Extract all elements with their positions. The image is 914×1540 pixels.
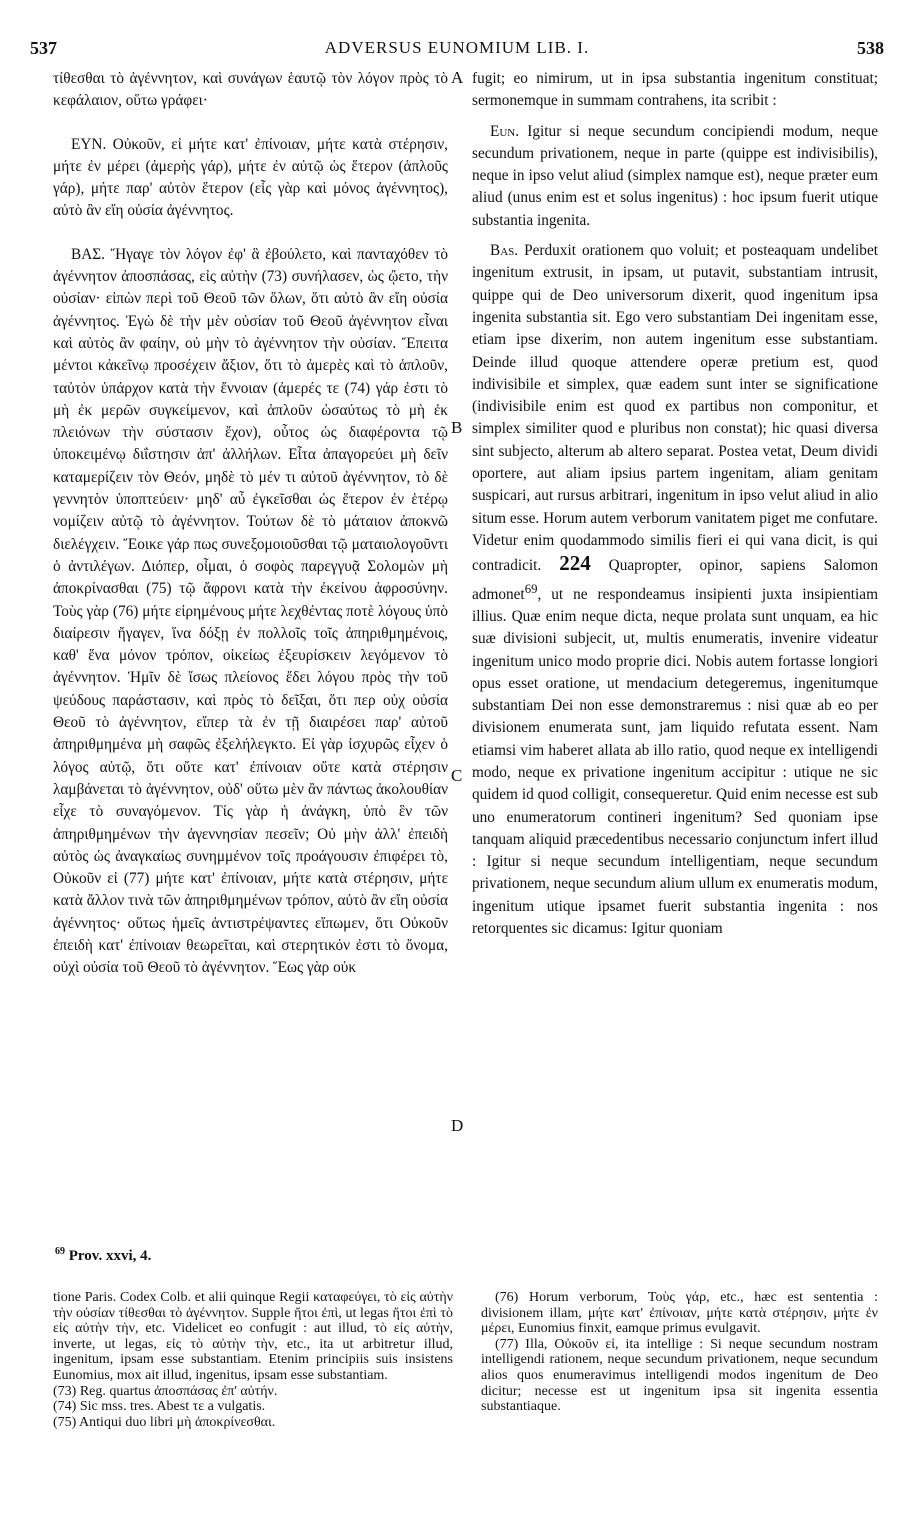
running-header: [30, 38, 884, 60]
page-number-left: 537: [30, 38, 57, 58]
margin-marker-a: A: [451, 68, 464, 87]
margin-marker-d: D: [451, 1116, 464, 1135]
greek-column: [53, 68, 448, 980]
margin-marker-c: C: [451, 766, 463, 785]
greek-paragraph: τίθεσθαι τὸ ἀγέννητον, καὶ συνάγων ἑαυτῷ τὸν λόγον πρὸς τὸ κεφάλαιον, οὕτω γράφει·: [53, 70, 448, 110]
margin-marker-b: B: [451, 418, 463, 437]
speaker-label: ΕΥΝ.: [71, 135, 107, 153]
latin-paragraph: fugit; eo nimirum, ut in ipsa substantia ingenitum constituat; sermonemque in summam contrahens, ita scribit :: [472, 70, 878, 110]
note-76: (76) Horum verborum, Τοὺς γάρ, etc., hæc est sententia : divisionem illam, μήτε κατ' ἐπίνοιαν, μήτε κατὰ στέρησιν, μήτε ἐν μέρει, Eunomius finxit, eamque primus evulgavit.: [481, 1290, 878, 1337]
note-74: (74) Sic mss. tres. Abest τε a vulgatis.: [53, 1399, 266, 1415]
latin-text: , ut ne respondeamus insipienti juxta insipientiam illius. Quæ enim neque dicta, neque prolata sunt unquam, ea hic suæ divisioni subjecit, ut, multis enumeratis, invenire videatur ingenitum unico modo proprie dici. Nobis autem fortasse longiori opus esset oratione, ut mendacium detegeremus, ingenitumque substantiam Dei non esse demonstraremus : nisi quæ ab eo per divisionem enumerata sunt, jam liquido refutata essent. Nam etiamsi vim haberet allata ab illo ratio, quod neque ex intelligendi modo, neque ex privatione ingenitum accipitur : utique ne sic quidem id quod colligit, consequeretur. Quid enim necesse est sub uno enumeratorum contineri ingenitum? Sed quoniam ipse tanquam aliquid præcedentibus necessario conjunctum infert illud : Igitur si neque secundum intelligentiam, neque secundum privationem, neque secundum alium ullum ex enumeratis modum, ingenitum utique ipsamet fuerit substantia ingenita : nos retorquentes sic dicamus: Igitur quoniam: [472, 585, 878, 938]
latin-text: Quapropter, opinor, sapiens Salomon admonet: [472, 557, 878, 603]
scripture-footnote: [55, 1246, 151, 1265]
greek-paragraph: [53, 244, 448, 980]
speaker-label: Bas.: [490, 242, 519, 260]
footnote-number: 69: [55, 1246, 65, 1257]
note-continuation: tione Paris. Codex Colb. et alii quinque Regii καταφεύγει, τὸ εἰς αὐτὴν τὴν οὐσίαν τίθεσθαι τὸ ἀγέννητον. Supple ἤτοι ἐπὶ, ut legas ἤτοι ἐπὶ τὸ εἰς αὐτὴν τὴν, etc. Videlicet eo confugit : aut illud, τὸ εἰς αὐτὴν, inverte, ut legas, εἰς τὸ αὐτὴν τὴν, etc., ita ut arbitretur illud, ingenitum, ipsam esse substantiam. Etenim principiis suis insistens Eunomius, mox ait illud, ingenitus, ipsam esse substantiam.: [53, 1290, 453, 1383]
running-title: ADVERSUS EUNOMIUM LIB. I.: [324, 38, 590, 57]
notes-left-column: [53, 1290, 453, 1430]
latin-text: Igitur si neque secundum concipiendi modum, neque secundum privationem, neque in parte (quippe est indivisibilis), neque in ipso velut aliud (simplex namque est), neque præter eum aliud (unus enim est et solus ingenitus) : hoc ipsum fuerit utique substantia ingenita.: [472, 122, 878, 229]
latin-text: Perduxit orationem quo voluit; et posteaquam undelibet ingenitum extrusit, in ipsam, ut putavit, substantiam intrusit, quippe qui de Deo universorum dixerit, quod ingenitum ipsa ingenita substantia sit. Ego vero substantiam Dei ingenitam esse, etiam ipse dixerim, non autem ingenitum esse substantiam. Deinde illud quoque attendere operæ pretium est, quod indivisibile et simplex, quæ eadem sunt inter se significatione (indivisibile enim est quod ex partibus non componitur, et simplex similiter quod e pluribus non constat); hic quasi diversa sint subjecto, alterum ab altero separat. Postea vetat, Deum dividi oportere, aut aliam ipsius partem ingenitam, aliam genitam suspicari, aut rursus arbitrari, ingenitum in ipso velut aliud in alio situm esse. Horum autem verborum vanitatem piget me confutare. Videtur enim quodammodo similis fieri ei qui vana dicit, is qui contradicit.: [472, 242, 878, 575]
greek-text: Οὐκοῦν, εἰ μήτε κατ' ἐπίνοιαν, μήτε κατὰ στέρησιν, μήτε ἐν μέρει (ἀμερὴς γάρ), μήτε ἐν αὐτῷ ὡς ἕτερον (ἁπλοῦς γάρ), μήτε παρ' αὐτὸν ἕτερον (εἷς γὰρ καὶ μόνος ἀγέννητος), αὐτὸ ἂν εἴη οὐσία ἀγέννητος.: [53, 135, 448, 220]
note-75: (75) Antiqui duo libri μὴ ἀποκρίνεσθαι.: [53, 1414, 276, 1430]
greek-paragraph: [53, 134, 448, 223]
footnote-text: Prov. xxvi, 4.: [65, 1248, 152, 1264]
notes-right-column: [481, 1290, 878, 1415]
note-73: (73) Reg. quartus ἀποσπάσας ἐπ' αὐτήν.: [53, 1383, 278, 1399]
speaker-label: ΒΑΣ.: [71, 245, 105, 263]
footnote-ref: 69: [524, 581, 538, 596]
page-number-right: 538: [857, 38, 884, 58]
latin-paragraph: [472, 240, 878, 940]
latin-column: [472, 68, 878, 940]
edition-page-number: 224: [559, 551, 591, 576]
note-77: (77) Illa, Οὐκοῦν εἰ, ita intellige : Si neque secundum nostram intelligendi rationem, neque secundum privationem, neque secundum alios quos enumeravimus intelligendi modos ingenitum de Deo dicitur; necesse est ut ingenitum ipsa sit ingenita essentia substantiaque.: [481, 1336, 878, 1415]
speaker-label: Eun.: [490, 122, 520, 140]
latin-paragraph: [472, 121, 878, 232]
greek-text: Ἤγαγε τὸν λόγον ἐφ' ἃ ἐβούλετο, καὶ πανταχόθεν τὸ ἀγέννητον ἀποσπάσας, εἰς αὐτὴν (73) συνήλασεν, ὡς ᾤετο, τὴν οὐσίαν· εἰπὼν περὶ τοῦ Θεοῦ τῶν ὅλων, ὅτι αὐτὸ ἂν εἴη οὐσία ἀγέννητος. Ἐγὼ δὲ τὴν μὲν οὐσίαν τοῦ Θεοῦ ἀγέννητον εἶναι καὶ αὐτὸς ἂν φαίην, οὐ μὴν τὸ ἀγέννητον τὴν οὐσίαν. Ἔπειτα μέντοι κἀκεῖνῳ προσέχειν ἄξιον, ὅτι τὸ ἀμερὲς καὶ τὸ ἁπλοῦν, ταὐτὸν ὑπάρχον κατὰ τὴν ἔννοιαν (ἀμερές τε (74) γάρ ἐστι τὸ μὴ ἐκ μερῶν συγκείμενον, καὶ ἁπλοῦν ὡσαύτως τὸ μὴ ἐκ πλειόνων τὴν σύστασιν ἔχον), οὗτος ὡς διαφέροντα τῷ ὑποκειμένῳ διΐστησιν ἀπ' ἀλλήλων. Εἶτα ἀπαγορεύει μὴ δεῖν καταμερίζειν τὸν Θεόν, μηδὲ τὸ μέν τι αὐτοῦ ἀγέννητον, τὸ δὲ γεννητὸν ὑποπτεύειν· μηδ' αὖ ἐγκεῖσθαι ὡς ἕτερον ἐν ἑτέρῳ νομίζειν αὐτῷ τὸ ἀγέννητον. Τούτων δὲ τὸ μάταιον ἀποκνῶ διελέγχειν. Ἔοικε γάρ πως συνεξομοιοῦσθαι τῷ ματαιολογοῦντι ὁ ἀντιλέγων. Διόπερ, οἶμαι, ὁ σοφὸς παρεγγυᾷ Σολομὼν μὴ ἀποκρίνασθαι (75) τῷ ἄφρονι κατὰ τὴν ἐκείνου ἀφροσύνην. Τοὺς γὰρ (76) μήτε εἰρημένους μήτε λεχθέντας ποτὲ λόγους ὑπὸ διαίρεσιν ἤγαγεν, ἵνα δόξῃ ἐν πολλοῖς τοῖς ἀπηριθμημένοις, καθ' ἕνα μόνον τρόπον, οἰκείως ἐξευρίσκειν λεγόμενον τὸ ἀγέννητον. Ἡμῖν δὲ ἴσως πλείονος ἔδει λόγου πρὸς τὴν τοῦ ψεύδους παράστασιν, καὶ πρὸς τὸ δεῖξαι, ὅτι περ οὐχ οὐσία Θεοῦ τὸ ἀγέννητον, εἴπερ τὰ ἐν τῇ διαιρέσει παρ' αὐτοῦ ἀπηριθμημένα μὴ σαφῶς ἐξελήλεγκτο. Εἰ γὰρ ἰσχυρῶς εἶχεν ὁ λόγος αὐτῷ, ὅτι οὔτε κατ' ἐπίνοιαν οὔτε κατὰ στέρησιν λαμβάνεται τὸ ἀγέννητον, οὐδ' οὕτω μὲν ἂν πάντως ἀκολουθίαν εἶχε τὸ συναγόμενον. Τίς γὰρ ἡ ἀνάγκη, ὑπὸ ἓν τῶν ἀπηριθμημένων τὴν ἀγεννησίαν πεσεῖν; Οὐ μὴν ἀλλ' ἐπειδὴ αὐτὸς ὡς ἀναγκαίως συνημμένον τοῖς προάγουσιν ἐπιφέρει τὸ, Οὐκοῦν εἰ (77) μήτε κατ' ἐπίνοιαν, μήτε κατὰ στέρησιν, μήτε κατὰ ἄλλον τινὰ τῶν ἀπηριθμημένων τρόπον, αὐτὸ ἂν εἴη οὐσία ἀγέννητος· οὕτως ἡμεῖς ἀντιστρέψαντες εἴπωμεν, ὅτι Οὐκοῦν ἐπειδὴ κατ' ἐπίνοιαν θεωρεῖται, καὶ στερητικόν ἐστι τὸ ὄνομα, οὐχὶ οὐσία τοῦ Θεοῦ τὸ ἀγέννητον. Ἕως γὰρ οὐκ: [53, 245, 448, 977]
